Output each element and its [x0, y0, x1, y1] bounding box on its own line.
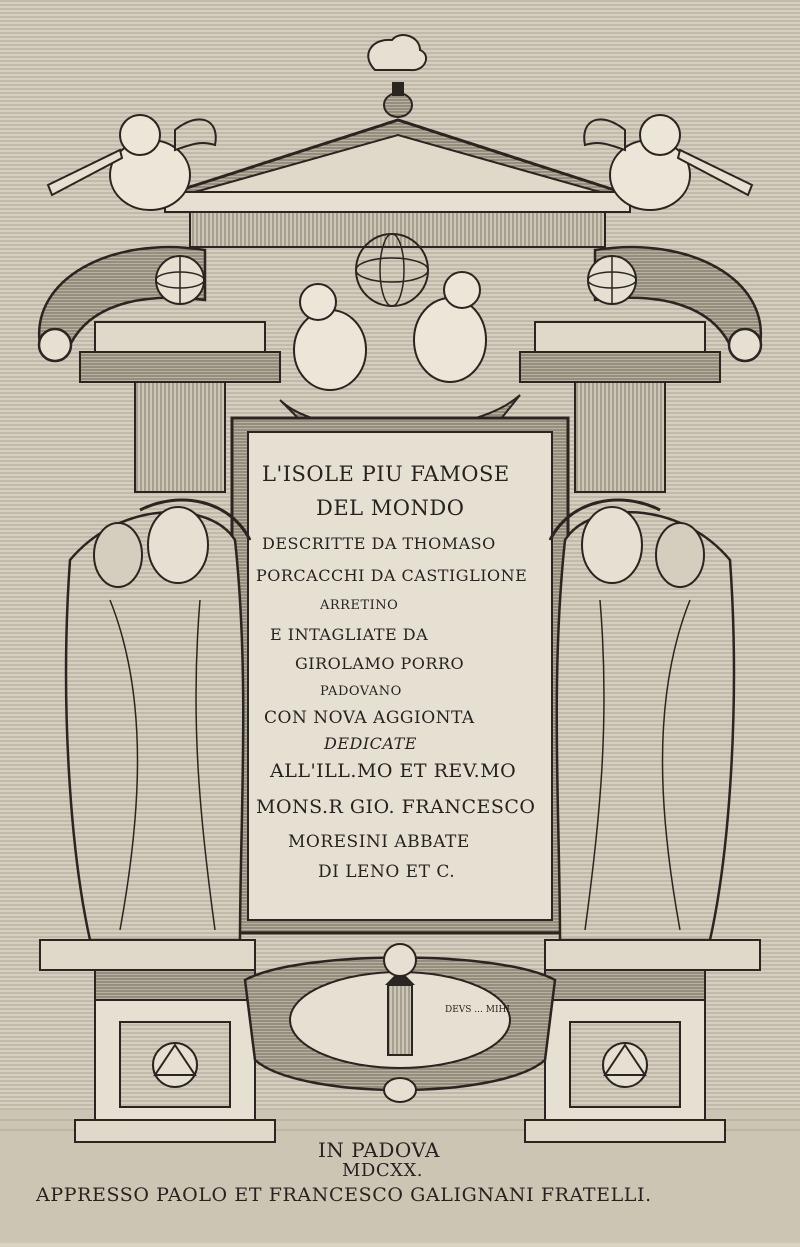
title-line-3: DESCRITTE DA THOMASO — [262, 534, 496, 553]
title-line-11: ALL'ILL.MO ET REV.MO — [270, 760, 517, 782]
title-line-6: E INTAGLIATE DA — [270, 625, 429, 644]
cartouche-motto: DEVS ... MIHI — [445, 1005, 510, 1015]
left-ledge — [95, 322, 265, 352]
title-line-1: L'ISOLE PIU FAMOSE — [262, 462, 510, 486]
tower-cartouche — [245, 944, 555, 1102]
imprint-printer: APPRESSO PAOLO ET FRANCESCO GALIGNANI FRATELLI. — [36, 1184, 652, 1206]
imprint-place: IN PADOVA — [318, 1138, 440, 1162]
left-column-bracket — [135, 382, 225, 492]
title-line-9: CON NOVA AGGIONTA — [264, 708, 475, 728]
title-line-8: PADOVANO — [320, 684, 402, 699]
right-globe — [588, 256, 636, 304]
title-line-4: PORCACCHI DA CASTIGLIONE — [256, 566, 528, 585]
title-line-12: MONS.R GIO. FRANCESCO — [256, 796, 536, 818]
title-line-7: GIROLAMO PORRO — [295, 654, 465, 673]
right-ledge — [535, 322, 705, 352]
imprint-year: MDCXX. — [342, 1160, 423, 1181]
left-bearded-figures — [66, 500, 250, 940]
right-bearded-figures — [550, 500, 734, 940]
title-line-14: DI LENO ET C. — [318, 862, 456, 882]
title-line-5: ARRETINO — [320, 598, 399, 613]
title-line-13: MORESINI ABBATE — [288, 832, 470, 852]
right-column-bracket — [575, 382, 665, 492]
title-line-2: DEL MONDO — [316, 496, 465, 520]
title-line-10: DEDICATE — [324, 734, 417, 753]
left-globe — [156, 256, 204, 304]
